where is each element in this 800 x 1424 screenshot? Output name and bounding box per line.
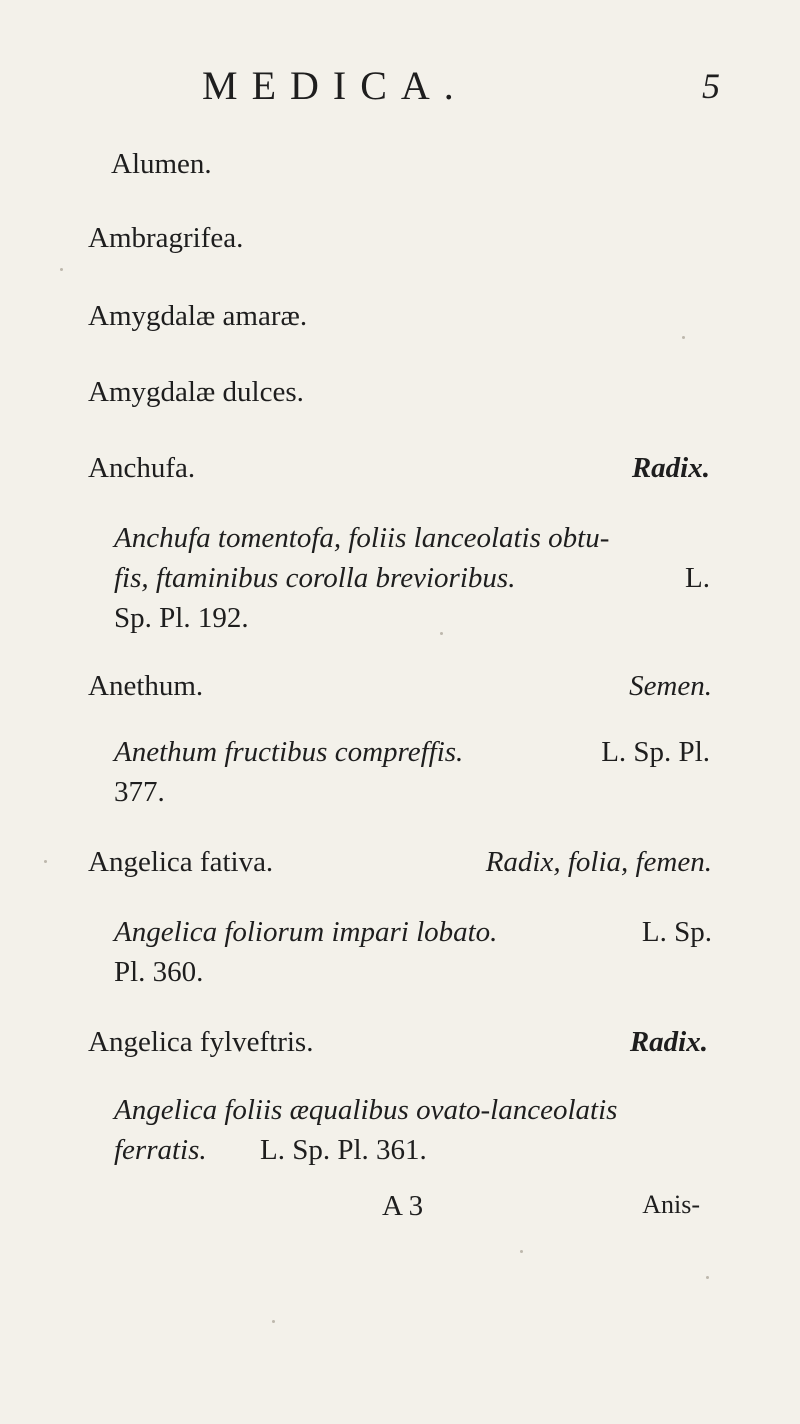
- entry-part: Radix.: [631, 452, 710, 484]
- entry-reference: L.: [685, 562, 710, 594]
- entry-description: Anchufa tomentofa, foliis lanceolatis obtu-: [114, 522, 610, 554]
- entry-part: Radix, folia, femen.: [485, 846, 712, 878]
- entry-part: Semen.: [629, 670, 712, 702]
- entry-reference: L. Sp. Pl. 361.: [260, 1134, 427, 1166]
- entry-reference: Sp. Pl. 192.: [114, 602, 249, 634]
- entry-name: Anchufa.: [88, 452, 196, 484]
- entry-part: Radix.: [629, 1026, 708, 1058]
- entry-description: ferratis.: [114, 1134, 207, 1166]
- entry-name: Amygdalæ amaræ.: [88, 300, 308, 332]
- entry-name: Anethum.: [88, 670, 204, 702]
- entry-name: Amygdalæ dulces.: [88, 376, 304, 408]
- signature-mark: A 3: [382, 1190, 424, 1222]
- entry-description: Anethum fructibus compreffis.: [114, 736, 464, 768]
- entry-name: Angelica fylveftris.: [88, 1026, 314, 1058]
- entry-name: Angelica fativa.: [88, 846, 274, 878]
- entry-description: fis, ftaminibus corolla brevioribus.: [114, 562, 516, 594]
- entry-description: Angelica foliorum impari lobato.: [114, 916, 498, 948]
- page-number: 5: [702, 66, 720, 106]
- page-header: [0, 63, 800, 126]
- running-head: MEDICA.: [202, 63, 468, 108]
- entry-reference: L. Sp.: [641, 916, 712, 948]
- catchword: Anis-: [642, 1190, 700, 1219]
- entry-name: Alumen.: [111, 148, 212, 180]
- entry-name: Ambragrifea.: [88, 222, 244, 254]
- entry-reference: L. Sp. Pl.: [601, 736, 710, 768]
- entry-reference: Pl. 360.: [114, 956, 204, 988]
- entry-reference: 377.: [114, 776, 165, 808]
- entry-description: Angelica foliis æqualibus ovato-lanceolatis: [114, 1094, 618, 1126]
